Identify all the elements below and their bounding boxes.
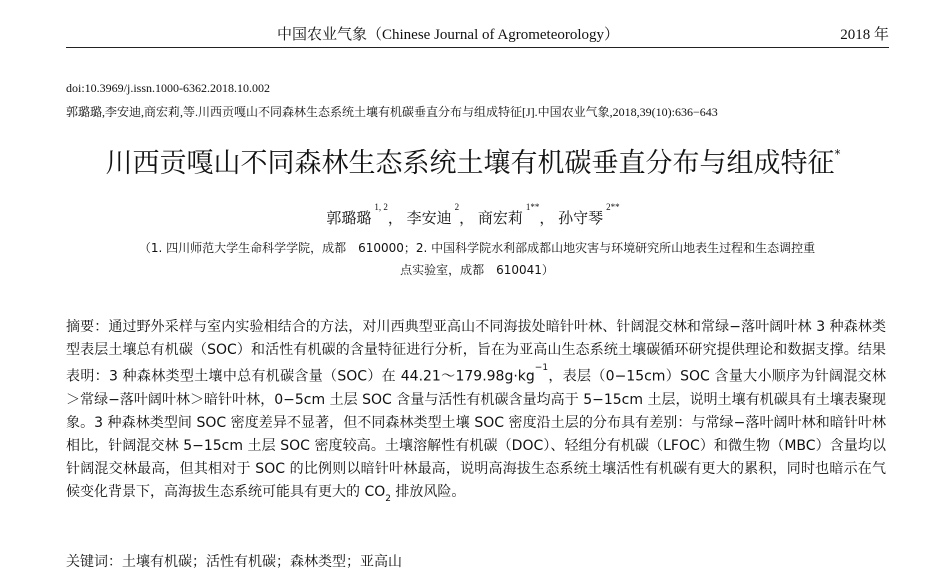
- author-name: 商宏莉: [477, 211, 523, 227]
- abstract-label: 摘要：: [66, 319, 109, 335]
- keywords: [66, 552, 886, 572]
- author-separator: ，: [539, 211, 555, 227]
- article-title: [0, 146, 946, 182]
- citation-line: 郭璐璐,李安迪,商宏莉,等.川西贡嘎山不同森林生态系统土壤有机碳垂直分布与组成特征[J].中国农业气象,2018,39(10):636−643: [66, 105, 718, 119]
- author-name: 孙守琴: [558, 211, 604, 227]
- author-affiliation-mark: 2**: [606, 202, 620, 212]
- author-affiliations: [66, 237, 888, 281]
- abstract-text: ，表层（0−15cm）SOC 含量大小顺序为针阔混交林＞常绿−落叶阔叶林＞暗针叶林，0−5cm 土层 SOC 含量与活性有机碳含量均高于 5−15cm 土层，说明土壤有机碳具有土壤表聚现象。3 种森林类型间 SOC 密度差异不显著，但不同森林类型土壤 SOC 密度沿土层的分布具有差别：与常绿−落叶阔叶林和暗针叶林相比，针阔混交林 5−15cm 土层 SOC 密度较高。土壤溶解性有机碳（DOC）、轻组分有机碳（LFOC）和微生物（MBC）含量均以针阔混交林最高，但其相对于 SOC 的比例则以暗针叶林最高，说明高海拔生态系统土壤活性有机碳有更大的累积，同时也暗示在气候变化背景下，高海拔生态系统可能具有更大的 CO: [66, 368, 887, 500]
- doi-line: doi:10.3969/j.issn.1000-6362.2018.10.002: [66, 81, 271, 95]
- title-footnote-mark: *: [834, 147, 841, 161]
- running-header: [66, 26, 889, 48]
- journal-year: 2018 年: [840, 27, 889, 43]
- unit-superscript: −1: [534, 363, 549, 373]
- abstract: [66, 316, 886, 509]
- author-list: [0, 204, 946, 229]
- keywords-label: 关键词：: [66, 554, 122, 570]
- author-separator: ，: [459, 211, 475, 227]
- author-name: 李安迪: [406, 211, 452, 227]
- abstract-text: 排放风险。: [390, 483, 466, 500]
- journal-name: 中国农业气象（Chinese Journal of Agrometeorology）: [277, 27, 620, 43]
- affiliation-line: （1. 四川师范大学生命科学学院，成都 610000；2. 中国科学院水利部成都山地灾害与环境研究所山地表生过程和生态调控重: [138, 241, 816, 255]
- keywords-text: 土壤有机碳；活性有机碳；森林类型；亚高山: [122, 554, 402, 570]
- chemical-subscript: 2: [385, 494, 391, 505]
- author-name: 郭璐璐: [326, 211, 372, 227]
- author-separator: ，: [387, 211, 403, 227]
- author-affiliation-mark: 2: [454, 202, 460, 212]
- author-affiliation-mark: 1**: [525, 202, 540, 212]
- article-title-text: 川西贡嘎山不同森林生态系统土壤有机碳垂直分布与组成特征: [105, 148, 835, 179]
- abstract-text: 通过野外采样与室内实验相结合的方法，对川西典型亚高山不同海拔处暗针叶林、针阔混交林和常绿−落叶阔叶林 3 种森林类型表层土壤总有机碳（SOC）和活性有机碳的含量特征进行分析，旨在为亚高山生态系统土壤碳循环研究提供理论和数据支撑。结果表明：3 种森林类型土壤中总有机碳含量（SOC）在 44.21～179.98g·kg: [66, 319, 886, 385]
- author-affiliation-mark: 1, 2: [374, 202, 388, 212]
- affiliation-line: 点实验室，成都 610041）: [400, 263, 554, 277]
